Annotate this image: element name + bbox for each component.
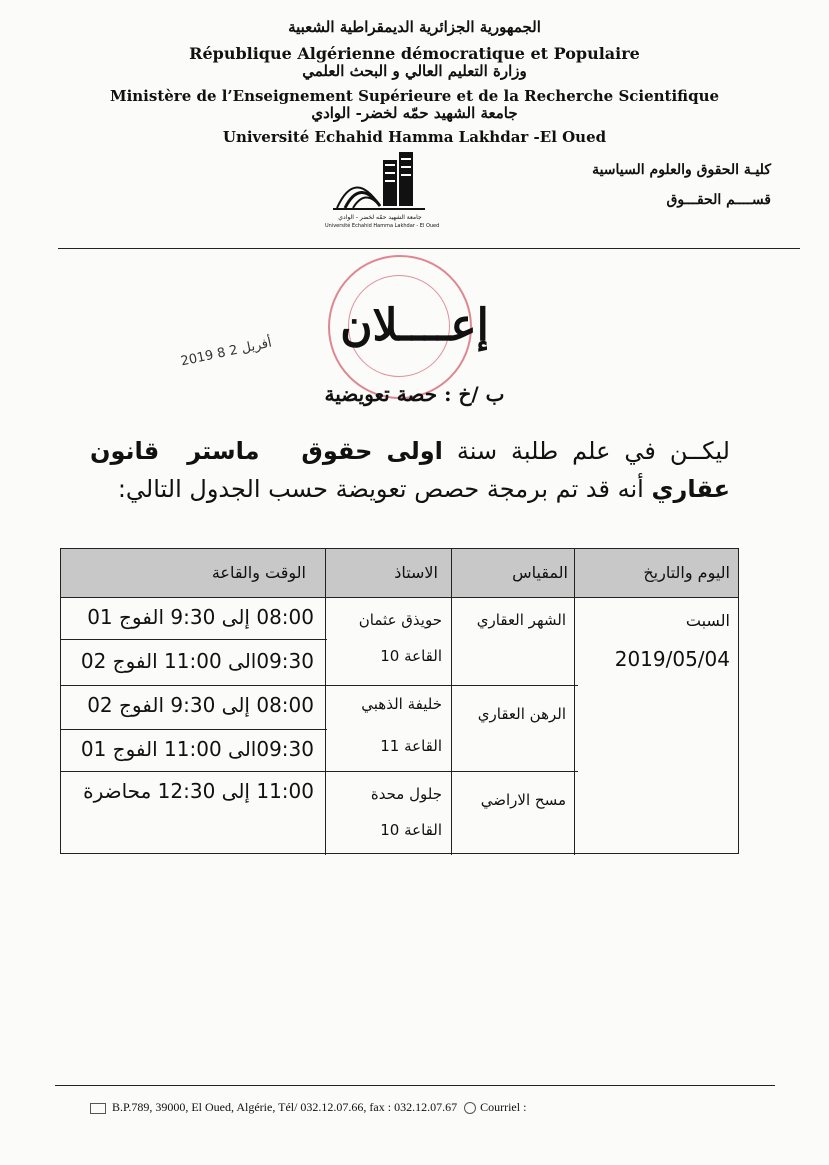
time-slot-cell: 08:00 إلى 9:30 الفوج 02 bbox=[87, 693, 314, 717]
row-divider bbox=[61, 639, 327, 640]
room-cell: القاعة 10 bbox=[380, 821, 442, 839]
subject-cell: الشهر العقاري bbox=[476, 611, 566, 629]
announcement-title: إعــــلان bbox=[340, 300, 489, 351]
body-realestate: عقاري bbox=[651, 475, 730, 503]
date-stamp: 2019 أفريل 2 8 bbox=[179, 335, 274, 370]
footer-courriel: Courriel : bbox=[480, 1100, 527, 1114]
subject-cell: الرهن العقاري bbox=[477, 705, 566, 723]
row-divider bbox=[61, 685, 578, 686]
body-line1: ليكــن في علم طلبة سنة bbox=[456, 437, 730, 465]
body-law: قانون bbox=[90, 437, 160, 465]
footer-contact bbox=[90, 1100, 526, 1115]
header-ministry-ar: وزارة التعليم العالي و البحث العلمي bbox=[302, 62, 527, 80]
mail-icon bbox=[90, 1103, 106, 1114]
subject-cell: مسح الاراضي bbox=[480, 791, 566, 809]
logo-caption-fr: Université Echahid Hamma Lakhdar - El Oued bbox=[325, 223, 440, 229]
room-cell: القاعة 10 bbox=[380, 647, 442, 665]
header-ministry-fr: Ministère de l’Enseignement Supérieure et de la Recherche Scientifique bbox=[109, 87, 720, 105]
col-divider bbox=[451, 549, 452, 855]
header-day-date: اليوم والتاريخ bbox=[643, 563, 730, 582]
header-university-ar: جامعة الشهيد حمّه لخضر- الوادي bbox=[311, 104, 518, 122]
announcement-subject: ب /خ : حصة تعويضية bbox=[324, 382, 505, 406]
body-master: ماستر bbox=[187, 437, 260, 465]
logo-caption-ar: جامعة الشهيد حمّه لخضر - الوادي bbox=[338, 214, 422, 221]
time-slot-cell: 09:30الى 11:00 الفوج 01 bbox=[80, 737, 314, 761]
col-divider bbox=[574, 549, 575, 855]
header-teacher: الاستاذ bbox=[394, 563, 438, 582]
time-slot-cell: 08:00 إلى 9:30 الفوج 01 bbox=[87, 605, 314, 629]
email-icon bbox=[464, 1102, 476, 1114]
faculty-name: كليـة الحقوق والعلوم السياسية bbox=[592, 162, 771, 178]
teacher-cell: خليفة الذهبي bbox=[361, 695, 442, 713]
department-name: قســــم الحقـــوق bbox=[666, 192, 771, 208]
body-level: اولى bbox=[386, 437, 443, 465]
schedule-date: 2019/05/04 bbox=[614, 647, 730, 671]
university-logo bbox=[325, 148, 440, 238]
university-logo-icon bbox=[325, 148, 435, 214]
col-divider bbox=[325, 549, 326, 855]
table-header-row bbox=[61, 549, 738, 598]
row-divider bbox=[61, 729, 327, 730]
teacher-cell: جلول محدة bbox=[370, 785, 442, 803]
time-slot-cell: 09:30الى 11:00 الفوج 02 bbox=[80, 649, 314, 673]
header-republic-fr: République Algérienne démocratique et Populaire bbox=[189, 44, 640, 63]
body-rest: أنه قد تم برمجة حصص تعويضة حسب الجدول التالي: bbox=[117, 475, 644, 503]
header-subject: المقياس bbox=[512, 563, 568, 582]
row-divider bbox=[61, 771, 578, 772]
header-university-fr: Université Echahid Hamma Lakhdar -El Oued bbox=[222, 128, 607, 146]
teacher-cell: حويذق عثمان bbox=[358, 611, 442, 629]
time-slot-cell: 11:00 إلى 12:30 محاضرة bbox=[83, 779, 314, 803]
room-cell: القاعة 11 bbox=[380, 737, 442, 755]
footer-divider bbox=[55, 1085, 775, 1086]
body-field: حقوق bbox=[301, 437, 373, 465]
header-republic-ar: الجمهورية الجزائرية الديمقراطية الشعبية bbox=[288, 18, 541, 36]
announcement-body bbox=[90, 432, 730, 508]
footer-address: B.P.789, 39000, El Oued, Algérie, Tél/ 032.12.07.66, fax : 032.12.07.67 bbox=[112, 1100, 458, 1114]
schedule-day: السبت bbox=[685, 611, 730, 630]
schedule-table bbox=[60, 548, 739, 854]
header-divider bbox=[58, 248, 800, 249]
header-time-room: الوقت والقاعة bbox=[211, 563, 306, 582]
